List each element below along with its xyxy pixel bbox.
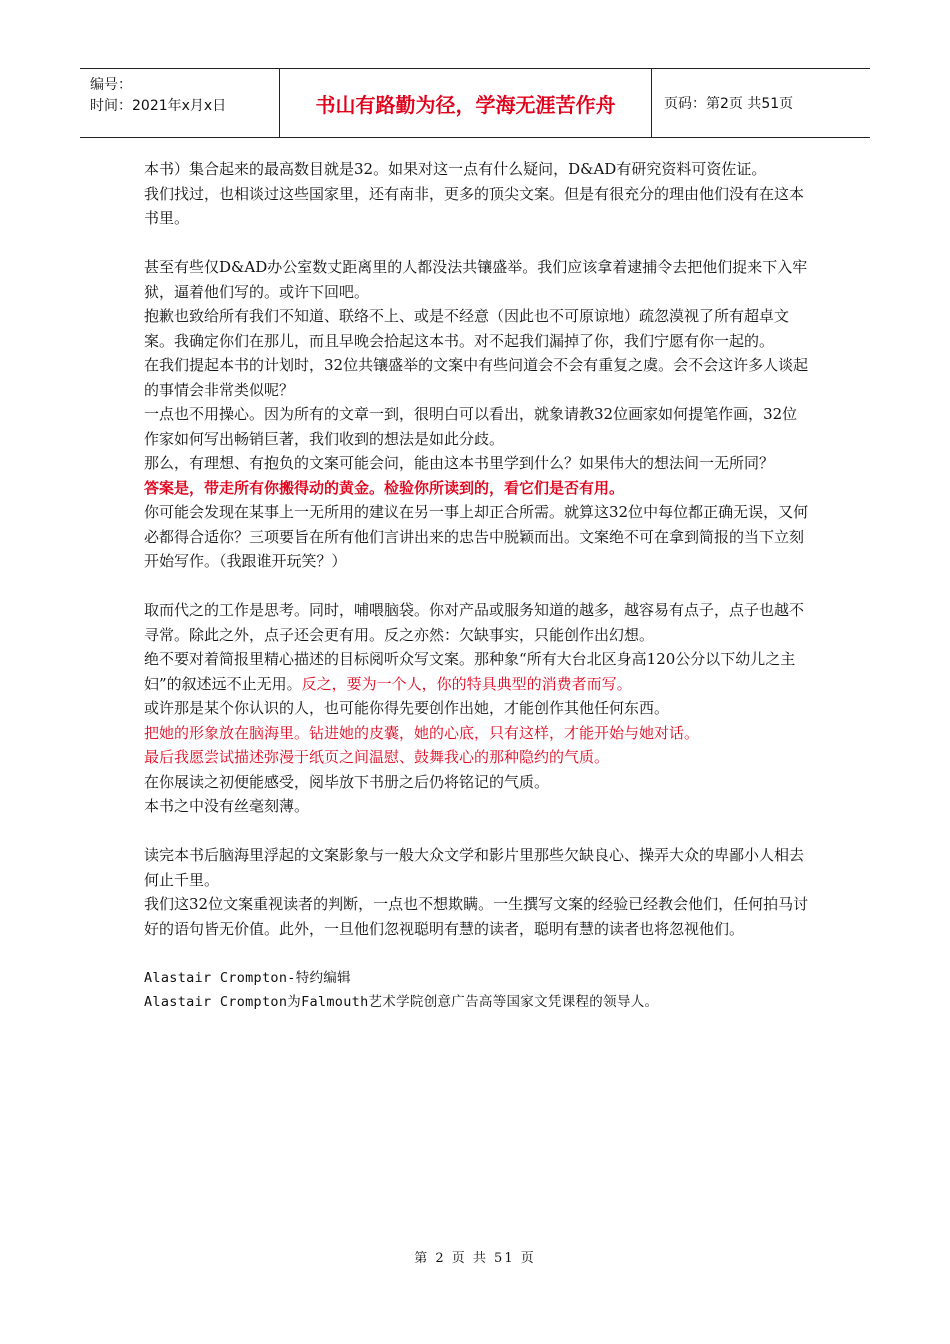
body-paragraph [144, 598, 812, 647]
paragraph-text: 读完本书后脑海里浮起的文案影象与一般大众文学和影片里那些欠缺良心、操弄大众的卑鄙小人相去何止千里。 [144, 846, 805, 889]
paragraph-text: 最后我愿尝试描述弥漫于纸页之间温慰、鼓舞我心的那种隐约的气质。 [144, 748, 610, 766]
body-paragraph [144, 990, 812, 1015]
paragraph-text: 或许那是某个你认识的人，也可能你得先要创作出她，才能创作其他任何东西。 [144, 699, 670, 717]
paragraph-text: 一点也不用操心。因为所有的文章一到，很明白可以看出，就象请教32位画家如何提笔作画，32位作家如何写出畅销巨著，我们收到的想法是如此分歧。 [144, 405, 798, 448]
body-paragraph [144, 892, 812, 941]
body-paragraph [144, 696, 812, 721]
paragraph-text: 本书）集合起来的最高数目就是32。如果对这一点有什么疑问，D&AD有研究资料可资佐证。 [144, 160, 767, 178]
paragraph-text: 在我们提起本书的计划时，32位共镶盛举的文案中有些问道会不会有重复之虞。会不会这许多人谈起的事情会非常类似呢？ [144, 356, 809, 399]
paragraph-text: 那么，有理想、有抱负的文案可能会问，能由这本书里学到什么？如果伟大的想法间一无所同？ [144, 454, 775, 472]
paragraph-text: 抱歉也致给所有我们不知道、联络不上、或是不经意（因此也不可原谅地）疏忽漠视了所有超卓文案。我确定你们在那儿，而且早晚会拾起这本书。对不起我们漏掉了你，我们宁愿有你一起的。 [144, 307, 790, 350]
header-meta [80, 69, 280, 137]
paragraph-text: 把她的形象放在脑海里。钻进她的皮囊，她的心底，只有这样，才能开始与她对话。 [144, 723, 700, 742]
page-footer: 第 2 页 共 51 页 [414, 1251, 536, 1266]
paragraph-text: 答案是，带走所有你搬得动的黄金。检验你所读到的，看它们是否有用。 [144, 478, 625, 497]
document-body [144, 157, 812, 1015]
paragraph-spacer [144, 819, 812, 844]
body-paragraph [144, 304, 812, 353]
paragraph-text: Alastair Crompton为Falmouth艺术学院创意广告高等国家文凭课程的领导人。 [144, 994, 659, 1010]
paragraph-text: 甚至有些仅D&AD办公室数丈距离里的人都没法共镶盛举。我们应该拿着逮捕令去把他们捉来下入牢狱，逼着他们写的。或许下回吧。 [144, 258, 808, 301]
paragraph-text: 绝不要对着简报里精心描述的目标阅听众写文案。那种象“所有大台北区身高120公分以下幼儿之主妇”的叙述远不止无用。 [144, 650, 796, 693]
body-paragraph [144, 500, 812, 574]
paragraph-text: 我们这32位文案重视读者的判断，一点也不想欺瞒。一生撰写文案的经验已经教会他们，任何拍马讨好的语句皆无价值。此外，一旦他们忽视聪明有慧的读者，聪明有慧的读者也将忽视他们。 [144, 895, 809, 938]
body-paragraph [144, 255, 812, 304]
page-header [80, 68, 870, 138]
paragraph-spacer [144, 574, 812, 599]
paragraph-spacer [144, 941, 812, 966]
body-paragraph [144, 770, 812, 795]
body-paragraph [144, 182, 812, 231]
paragraph-spacer [144, 231, 812, 256]
paragraph-text: 取而代之的工作是思考。同时，哺喂脑袋。你对产品或服务知道的越多，越容易有点子，点子也越不寻常。除此之外，点子还会更有用。反之亦然：欠缺事实，只能创作出幻想。 [144, 601, 805, 644]
highlighted-text: 反之，要为一个人，你的特具典型的消费者而写。 [301, 674, 632, 693]
paragraph-text: 本书之中没有丝毫刻薄。 [144, 797, 310, 815]
header-page-info: 页码：第2页 共51页 [664, 96, 794, 112]
body-paragraph [144, 451, 812, 476]
body-paragraph [144, 402, 812, 451]
header-motto: 书山有路勤为径，学海无涯苦作舟 [315, 92, 616, 117]
paragraph-text: 你可能会发现在某事上一无所用的建议在另一事上却正合所需。就算这32位中每位都正确无误，又何必都得合适你？三项要旨在所有他们言讲出来的忠告中脱颖而出。文案绝不可在拿到简报的当下立刻开始写作。（我跟谁开玩笑？） [144, 503, 809, 570]
paragraph-text: 我们找过，也相谈过这些国家里，还有南非，更多的顶尖文案。但是有很充分的理由他们没有在这本书里。 [144, 184, 805, 227]
body-paragraph [144, 647, 812, 696]
document-time-label: 时间：2021年x月x日 [90, 98, 227, 114]
body-paragraph [144, 157, 812, 182]
body-paragraph [144, 721, 812, 746]
document-number-label: 编号： [90, 77, 132, 93]
body-paragraph [144, 745, 812, 770]
header-page-info-cell [652, 69, 870, 137]
body-paragraph [144, 353, 812, 402]
paragraph-text: 在你展读之初便能感受，阅毕放下书册之后仍将铭记的气质。 [144, 772, 550, 791]
header-motto-cell [280, 69, 652, 137]
paragraph-text: Alastair Crompton-特约编辑 [144, 969, 351, 986]
body-paragraph [144, 966, 812, 991]
body-paragraph [144, 794, 812, 819]
body-paragraph [144, 476, 812, 501]
body-paragraph [144, 843, 812, 892]
